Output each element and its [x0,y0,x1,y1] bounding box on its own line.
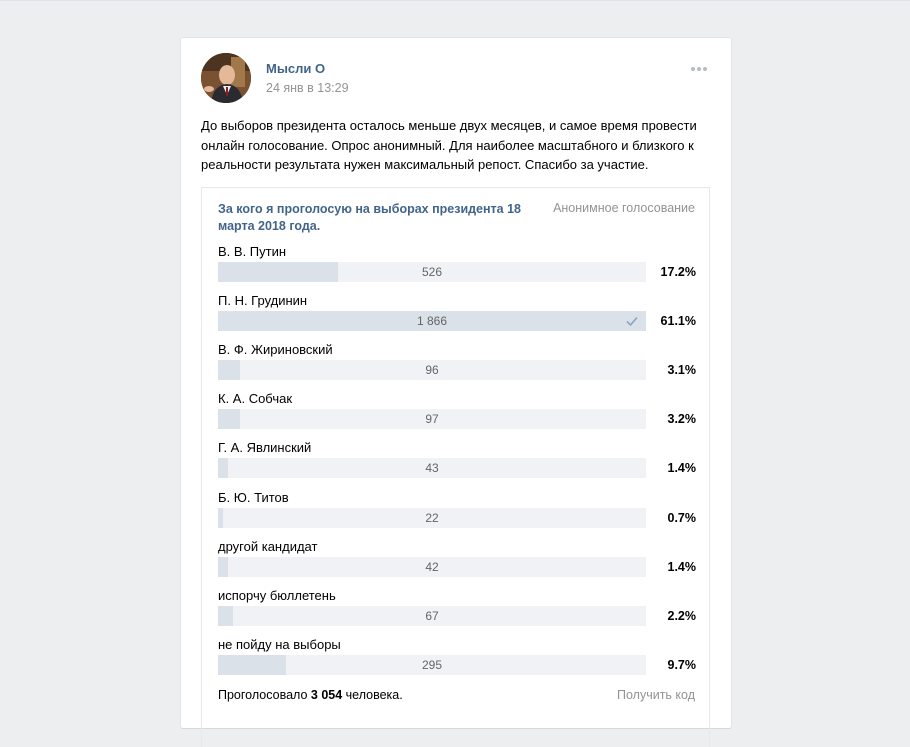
poll-option-percent: 17.2% [660,265,696,279]
poll-option-bar[interactable] [218,606,646,626]
poll-option-label: П. Н. Грудинин [218,293,308,309]
poll-option[interactable] [218,293,696,333]
poll-option[interactable] [218,391,696,431]
poll-option-bar[interactable] [218,508,646,528]
post-card [181,38,731,728]
poll-option-percent: 2.2% [667,608,696,623]
poll-option-percent: 1.4% [667,461,696,476]
poll-option[interactable] [218,539,696,579]
poll-option-label: Б. Ю. Титов [218,489,289,505]
top-divider [0,0,910,1]
poll-total-prefix: Проголосовало [218,688,311,702]
poll-option-label: не пойду на выборы [218,636,341,652]
poll-option-bar[interactable] [218,311,646,331]
poll [201,187,710,747]
poll-option[interactable] [218,588,696,628]
poll-option-bar[interactable] [218,262,646,282]
voted-check-icon [626,315,638,327]
poll-total [218,688,403,702]
poll-option-label: В. В. Путин [218,244,287,259]
poll-option[interactable] [218,490,696,530]
poll-option-bar[interactable] [218,409,646,429]
post-date[interactable]: 24 янв в 13:29 [266,81,349,95]
poll-option-count: 1 866 [416,314,448,329]
poll-option-percent: 3.2% [667,412,696,427]
poll-option-percent: 9.7% [667,657,696,672]
poll-option-percent: 61.1% [660,314,696,329]
author-avatar[interactable] [201,53,251,103]
more-actions-icon[interactable] [691,65,713,73]
poll-option-bar[interactable] [218,557,646,577]
poll-option[interactable] [218,440,696,480]
poll-option-label: испорчу бюллетень [218,587,336,603]
poll-option[interactable] [218,342,696,382]
poll-option-label: Г. А. Явлинский [218,440,312,456]
poll-total-count: 3 054 [310,688,343,702]
poll-option-count: 295 [421,657,443,672]
poll-option-count: 526 [421,265,443,279]
poll-option-percent: 1.4% [667,559,696,574]
poll-option-percent: 3.1% [667,363,696,378]
poll-option-percent: 0.7% [667,510,696,525]
poll-title: За кого я проголосую на выборах президента 18 марта 2018 года. [218,202,522,233]
poll-option-bar[interactable] [218,458,646,478]
poll-option-label: В. Ф. Жириновский [218,342,333,358]
poll-option-bar[interactable] [218,655,646,675]
poll-option-count: 43 [425,461,439,476]
post-text: До выборов президента осталось меньше двух месяцев, и самое время провести онлайн голосование. Опрос анонимный. Для наиболее масштабного и близкого к реальности результата нужен максимальный репост. Спасибо за участие. [201,118,697,172]
poll-option[interactable] [218,637,696,677]
poll-option-label: другой кандидат [218,538,318,554]
get-code-link[interactable]: Получить код [617,688,695,702]
poll-option-count: 42 [425,559,439,574]
poll-option-bar[interactable] [218,360,646,380]
poll-option-count: 97 [425,412,439,427]
poll-option-label: К. А. Собчак [218,391,293,407]
poll-option[interactable] [218,244,696,284]
poll-option-count: 22 [425,510,439,525]
poll-total-suffix: человека. [342,688,403,702]
author-name[interactable]: Мысли О [266,61,326,76]
poll-option-count: 96 [425,363,439,378]
poll-type: Анонимное голосование [553,201,695,215]
poll-option-count: 67 [425,608,439,623]
